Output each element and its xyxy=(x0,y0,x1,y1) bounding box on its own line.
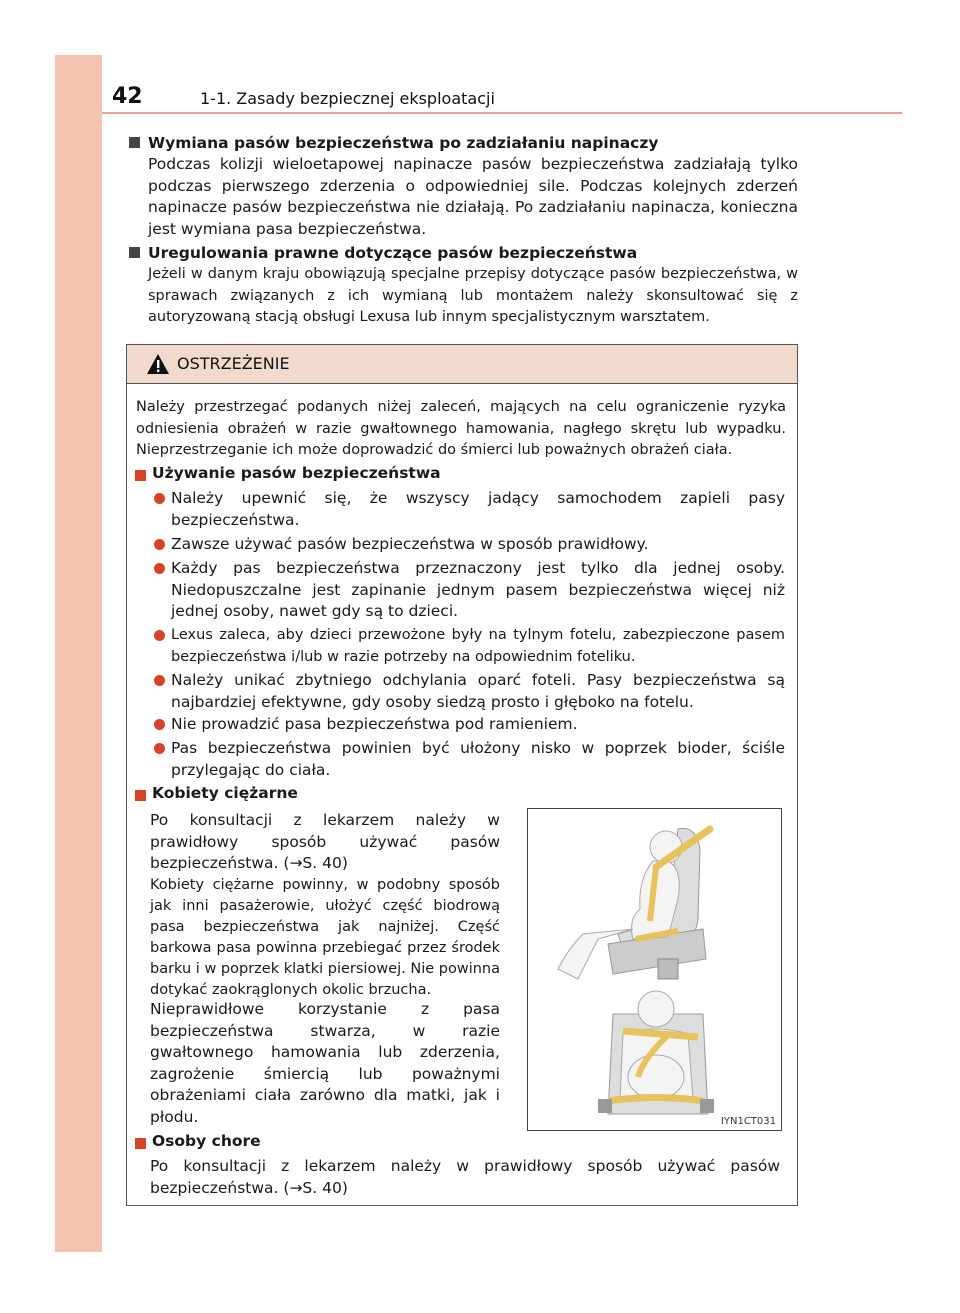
section-title: Uregulowania prawne dotyczące pasów bezpieczeństwa xyxy=(148,244,638,262)
seatbelt-illustration xyxy=(528,809,781,1130)
header-rule xyxy=(102,112,902,114)
square-bullet-icon xyxy=(135,790,146,801)
list-item: Lexus zaleca, aby dzieci przewożone były na tylnym fotelu, zabezpieczone pasem bezpieczeństwa i/lub w razie potrzeby na odpowiednim foteliku. xyxy=(171,625,785,668)
pregnant-text-2: Kobiety ciężarne powinny, w podobny sposób jak inni pasażerowie, ułożyć część biodrową pasa bezpieczeństwa jak najniżej. Część barkowa pasa powinna przebiegać przez środek barku i w poprzek klatki piersiowej. Nie powinna dotykać zaokrąglonych okolic brzucha. xyxy=(150,877,500,998)
circle-bullet-icon xyxy=(154,563,165,574)
square-bullet-icon xyxy=(135,470,146,481)
pregnant-text-1: Po konsultacji z lekarzem należy w prawidłowy sposób używać pasów bezpieczeństwa. (→S. 40) xyxy=(150,811,500,872)
list-item: Pas bezpieczeństwa powinien być ułożony nisko w poprzek bioder, ściśle przylegając do ciała. xyxy=(171,738,785,781)
sick-text: Po konsultacji z lekarzem należy w prawidłowy sposób używać pasów bezpieczeństwa. (→S. 40) xyxy=(150,1157,780,1197)
figure-code: IYN1CT031 xyxy=(720,1116,776,1127)
list-item: Zawsze używać pasów bezpieczeństwa w sposób prawidłowy. xyxy=(171,534,785,556)
section-header: 1-1. Zasady bezpiecznej eksploatacji xyxy=(200,89,495,108)
page-side-tab xyxy=(55,55,102,1252)
square-bullet-icon xyxy=(129,247,140,258)
pregnant-seatbelt-figure xyxy=(527,808,782,1131)
section-body: Podczas kolizji wieloetapowej napinacze pasów bezpieczeństwa zadziałają tylko podczas pierwszego zderzenia o odpowiedniej sile. Podczas kolejnych zderzeń napinacze pasów bezpieczeństwa nie działają. Po zadziałaniu napinacza, konieczna jest wymiana pasa bezpieczeństwa. xyxy=(148,155,798,238)
pregnant-text-3: Nieprawidłowe korzystanie z pasa bezpieczeństwa stwarza, w razie gwałtownego hamowania lub zderzenia, zagrożenie śmiercią lub poważnymi obrażeniami ciała zarówno dla matki, jak i płodu. xyxy=(150,1000,500,1126)
square-bullet-icon xyxy=(129,137,140,148)
pregnant-title: Kobiety ciężarne xyxy=(152,784,298,802)
circle-bullet-icon xyxy=(154,719,165,730)
list-item: Należy unikać zbytniego odchylania oparć foteli. Pasy bezpieczeństwa są najbardziej efektywne, gdy osoby siedzą prosto i głęboko na fotelu. xyxy=(171,670,785,713)
circle-bullet-icon xyxy=(154,743,165,754)
section-body: Jeżeli w danym kraju obowiązują specjalne przepisy dotyczące pasów bezpieczeństwa, w sprawach związanych z ich wymianą lub montażem należy skonsultować się z autoryzowaną stacją obsługi Lexusa lub innym specjalistycznym warsztatem. xyxy=(148,266,798,325)
section-regulations xyxy=(126,243,798,329)
warning-intro: Należy przestrzegać podanych niżej zaleceń, mających na celu ograniczenie ryzyka odniesienia obrażeń w razie gwałtownego hamowania, nagłego skrętu lub wypadku. Nieprzestrzeganie ich może doprowadzić do śmierci lub poważnych obrażeń ciała. xyxy=(136,399,786,458)
square-bullet-icon xyxy=(135,1138,146,1149)
circle-bullet-icon xyxy=(154,493,165,504)
section-replacement xyxy=(126,133,798,240)
warning-label: OSTRZEŻENIE xyxy=(177,354,290,373)
use-title: Używanie pasów bezpieczeństwa xyxy=(152,464,441,482)
section-title: Wymiana pasów bezpieczeństwa po zadziałaniu napinaczy xyxy=(148,134,659,152)
circle-bullet-icon xyxy=(154,675,165,686)
warning-triangle-icon xyxy=(146,353,170,375)
sick-title: Osoby chore xyxy=(152,1132,261,1150)
list-item: Nie prowadzić pasa bezpieczeństwa pod ramieniem. xyxy=(171,714,785,736)
list-item: Należy upewnić się, że wszyscy jadący samochodem zapieli pasy bezpieczeństwa. xyxy=(171,488,785,531)
warning-header xyxy=(127,345,797,384)
circle-bullet-icon xyxy=(154,630,165,641)
list-item: Każdy pas bezpieczeństwa przeznaczony jest tylko dla jednej osoby. Niedopuszczalne jest zapinanie jednym pasem bezpieczeństwa więcej niż jednej osoby, nawet gdy są to dzieci. xyxy=(171,558,785,623)
circle-bullet-icon xyxy=(154,539,165,550)
page-number: 42 xyxy=(112,84,143,109)
